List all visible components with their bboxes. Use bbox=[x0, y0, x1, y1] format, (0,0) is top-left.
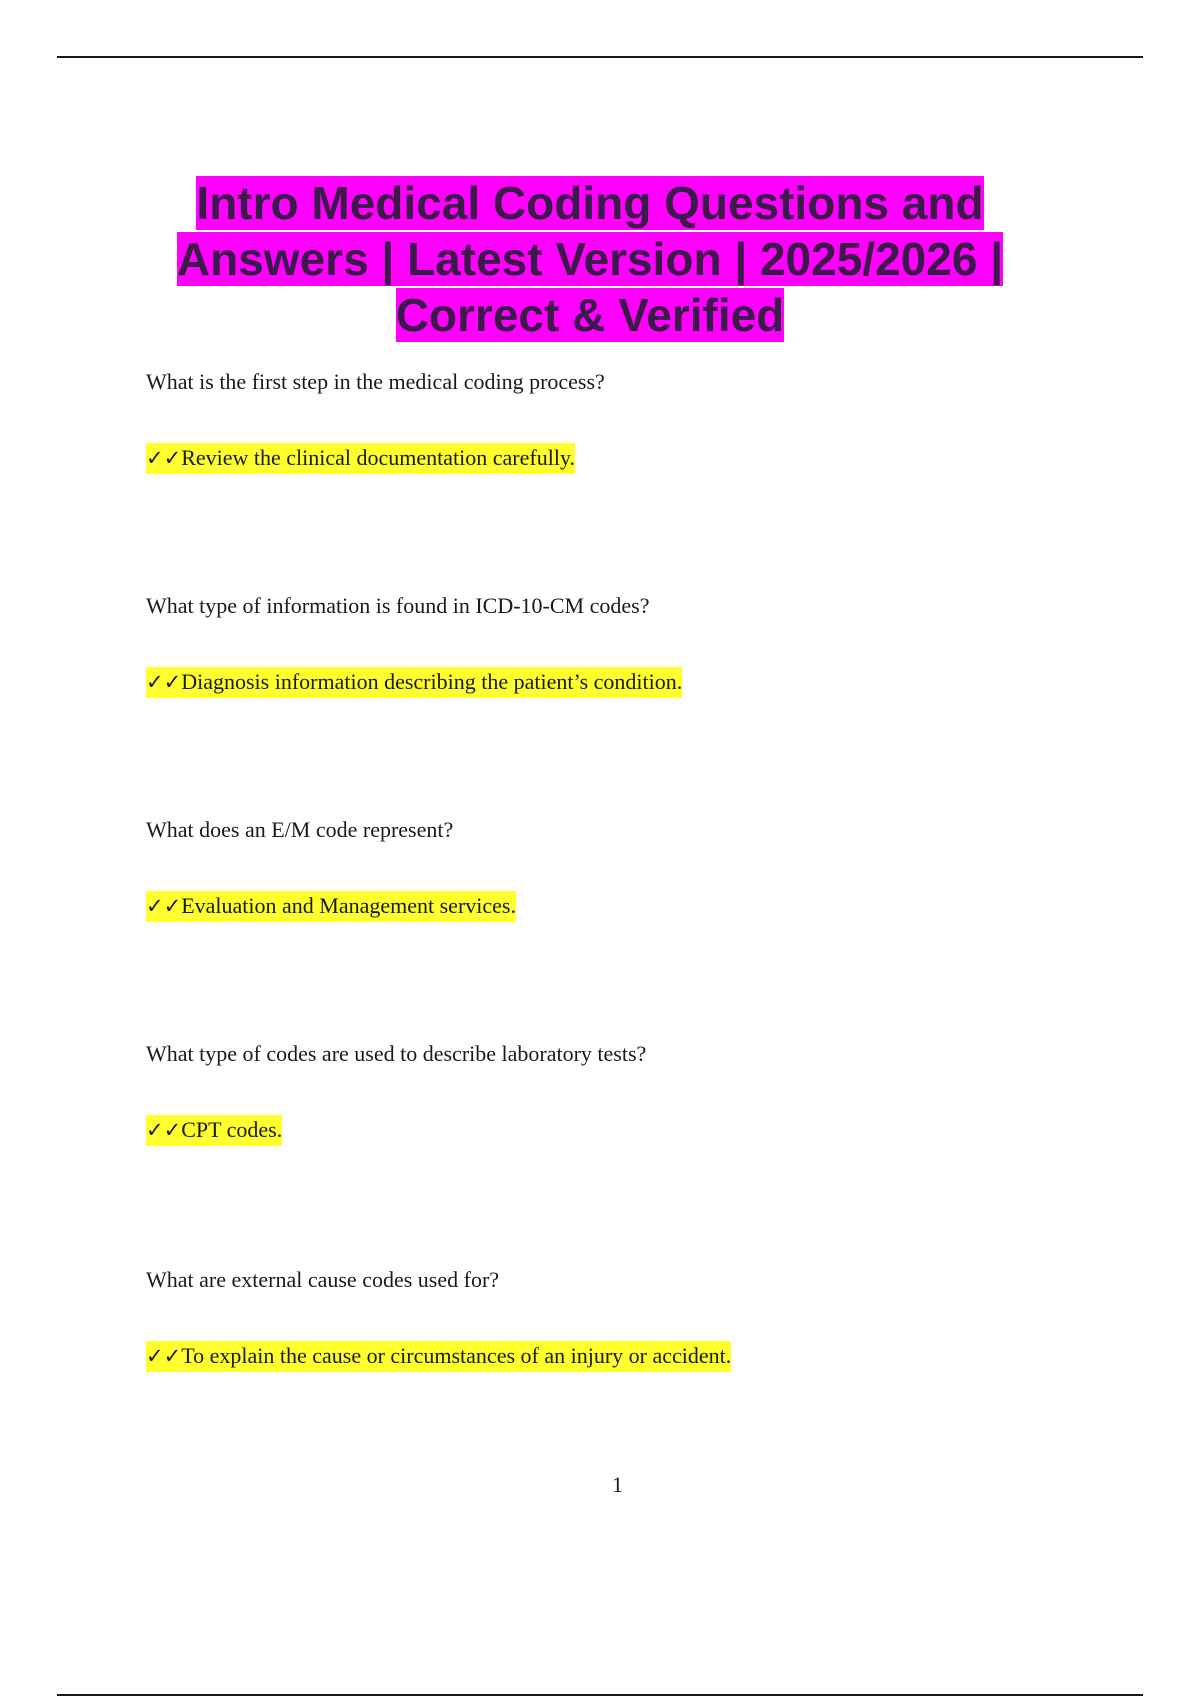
double-check-icon: ✓✓ bbox=[146, 1118, 182, 1142]
answer-text: Diagnosis information describing the patient’s condition. bbox=[181, 669, 683, 694]
answer-text: To explain the cause or circumstances of an injury or accident. bbox=[181, 1343, 732, 1368]
qa-item-5 bbox=[146, 1266, 1046, 1370]
qa-item-2 bbox=[146, 592, 1046, 696]
answer-text: Review the clinical documentation carefully. bbox=[181, 445, 576, 470]
document-title-text: Intro Medical Coding Questions and Answers | Latest Version | 2025/2026 | Correct & Verified bbox=[176, 176, 1004, 341]
answer-highlight bbox=[146, 667, 682, 698]
qa-item-1 bbox=[146, 368, 1046, 472]
answer-row bbox=[146, 668, 1046, 696]
top-rule bbox=[57, 56, 1143, 58]
answer-row bbox=[146, 1116, 1046, 1144]
question-text: What type of codes are used to describe laboratory tests? bbox=[146, 1041, 647, 1066]
question-text: What does an E/M code represent? bbox=[146, 817, 454, 842]
question-text: What are external cause codes used for? bbox=[146, 1267, 500, 1292]
answer-row bbox=[146, 444, 1046, 472]
answer-highlight bbox=[146, 1341, 731, 1372]
document-title bbox=[120, 175, 1060, 343]
question-text: What is the first step in the medical coding process? bbox=[146, 369, 605, 394]
page-number: 1 bbox=[612, 1472, 623, 1497]
answer-highlight bbox=[146, 1115, 282, 1146]
answer-row bbox=[146, 1342, 1046, 1370]
double-check-icon: ✓✓ bbox=[146, 894, 182, 918]
answer-text: CPT codes. bbox=[181, 1117, 283, 1142]
qa-item-3 bbox=[146, 816, 1046, 920]
question-text: What type of information is found in ICD-10-CM codes? bbox=[146, 593, 650, 618]
qa-item-4 bbox=[146, 1040, 1046, 1144]
answer-row bbox=[146, 892, 1046, 920]
answer-highlight bbox=[146, 443, 575, 474]
answer-text: Evaluation and Management services. bbox=[181, 893, 516, 918]
answer-highlight bbox=[146, 891, 516, 922]
double-check-icon: ✓✓ bbox=[146, 1344, 182, 1368]
double-check-icon: ✓✓ bbox=[146, 446, 182, 470]
bottom-rule bbox=[57, 1694, 1143, 1696]
double-check-icon: ✓✓ bbox=[146, 670, 182, 694]
